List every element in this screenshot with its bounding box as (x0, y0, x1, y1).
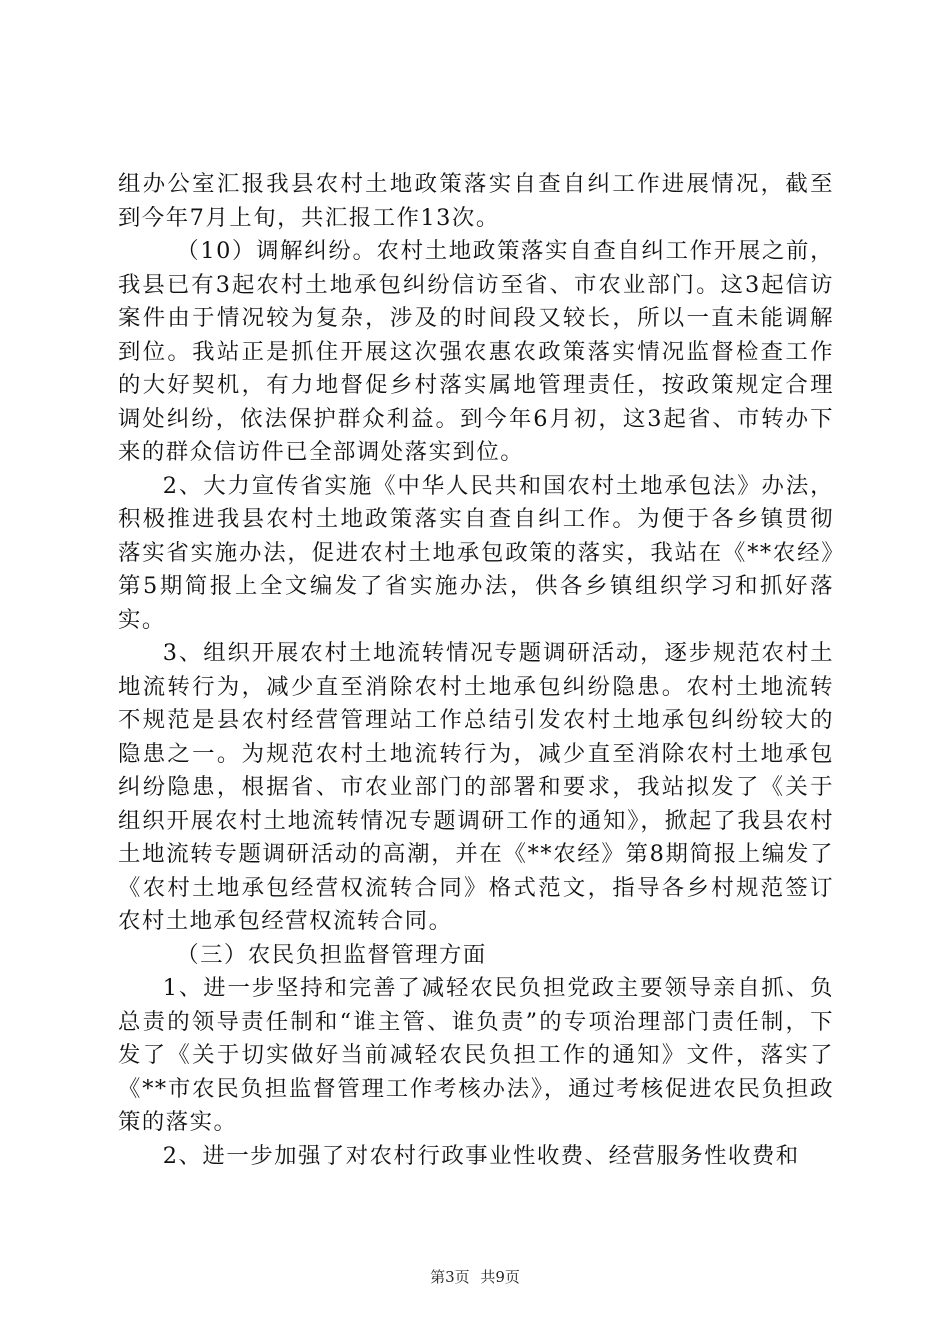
section-heading-farmer-burden: （三）农民负担监督管理方面 (176, 941, 487, 968)
paragraph-responsibility-system: 1、进一步坚持和完善了减轻农民负担党政主要领导亲自抓、负总责的领导责任制和“谁主管、谁负责”的专项治理部门责任制，下发了《关于切实做好当前减轻农民负担工作的通知》文件，落实了《**市农民负担监督管理工作考核办法》，通过考核促进农民负担政策的落实。 (118, 975, 834, 1135)
paragraph-mediate-disputes: （10）调解纠纷。农村土地政策落实自查自纠工作开展之前，我县已有3起农村土地承包纠纷信访至省、市农业部门。这3起信访案件由于情况较为复杂，涉及的时间段又较长，所以一直未能调解到位。我站正是抓住开展这次强农惠农政策落实情况监督检查工作的大好契机，有力地督促乡村落实属地管理责任，按政策规定合理调处纠纷，依法保护群众利益。到今年6月初，这3起省、市转办下来的群众信访件已全部调处落实到位。 (118, 238, 834, 465)
page-footer (0, 1266, 950, 1287)
page-number: 第3页 (430, 1268, 470, 1286)
paragraph-fee-supervision: 2、进一步加强了对农村行政事业性收费、经营服务性收费和 (162, 1142, 800, 1169)
paragraph-land-transfer-research: 3、组织开展农村土地流转情况专题调研活动，逐步规范农村土地流转行为，减少直至消除农村土地承包纠纷隐患。农村土地流转不规范是县农村经营管理站工作总结引发农村土地承包纠纷较大的隐患之一。为规范农村土地流转行为，减少直至消除农村土地承包纠纷隐患，根据省、市农业部门的部署和要求，我站拟发了《关于组织开展农村土地流转情况专题调研工作的通知》，掀起了我县农村土地流转专题调研活动的高潮，并在《**农经》第8期简报上编发了《农村土地承包经营权流转合同》格式范文，指导各乡村规范签订农村土地承包经营权流转合同。 (118, 640, 834, 934)
paragraph-report-progress: 组办公室汇报我县农村土地政策落实自查自纠工作进展情况，截至到今年7月上旬，共汇报工作13次。 (118, 171, 834, 231)
document-body (118, 168, 834, 1173)
paragraph-publicize-law: 2、大力宣传省实施《中华人民共和国农村土地承包法》办法，积极推进我县农村土地政策落实自查自纠工作。为便于各乡镇贯彻落实省实施办法，促进农村土地承包政策的落实，我站在《**农经》第5期简报上全文编发了省实施办法，供各乡镇组织学习和抓好落实。 (118, 472, 834, 633)
page-total: 共9页 (480, 1268, 520, 1286)
